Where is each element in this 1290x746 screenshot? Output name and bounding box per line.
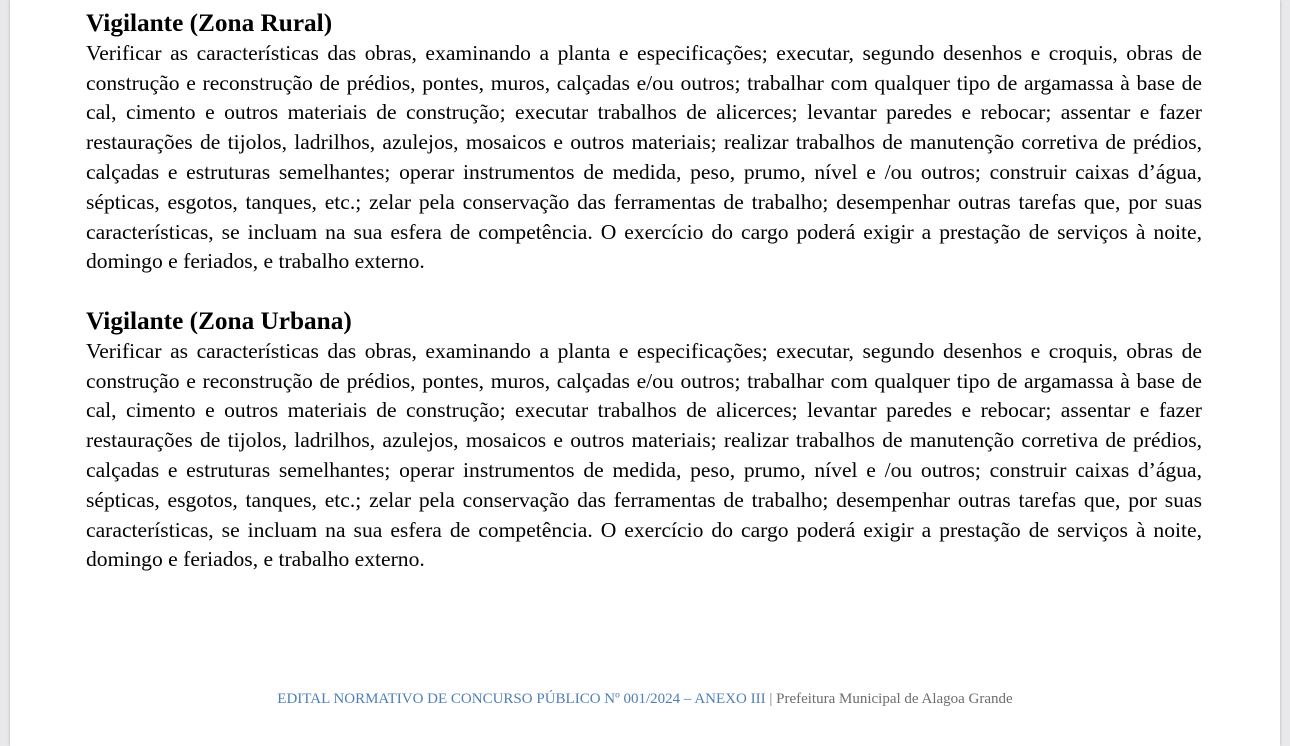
page-footer bbox=[0, 688, 1290, 710]
section-title-zona-urbana: Vigilante (Zona Urbana) bbox=[86, 306, 352, 335]
document-page bbox=[10, 0, 1280, 746]
footer-organization: Prefeitura Municipal de Alagoa Grande bbox=[776, 691, 1013, 707]
footer-separator: | bbox=[769, 691, 773, 707]
page-content bbox=[86, 9, 1202, 575]
section-title-zona-rural: Vigilante (Zona Rural) bbox=[86, 9, 333, 37]
section-body-zona-urbana: Verificar as características das obras, examinando a planta e especificações; executar, segundo desenhos e croquis, obras de construção e reconstrução de prédios, pontes, muros, calçadas e/ou outros; trabalhar com qualquer tipo de argamassa à base de cal, cimento e outros materiais de construção; executar trabalhos de alicerces; levantar paredes e rebocar; assentar e fazer restaurações de tijolos, ladrilhos, azulejos, mosaicos e outros materiais; realizar trabalhos de manutenção corretiva de prédios, calçadas e estruturas semelhantes; operar instrumentos de medida, peso, prumo, nível e /ou outros; construir caixas d’água, sépticas, esgotos, tanques, etc.; zelar pela conservação das ferramentas de trabalho; desempenhar outras tarefas que, por suas características, se incluam na sua esfera de competência. O exercício do cargo poderá exigir a prestação de serviços à noite, domingo e feriados, e trabalho externo. bbox=[86, 338, 1202, 572]
section-body-zona-rural: Verificar as características das obras, examinando a planta e especificações; executar, segundo desenhos e croquis, obras de construção e reconstrução de prédios, pontes, muros, calçadas e/ou outros; trabalhar com qualquer tipo de argamassa à base de cal, cimento e outros materiais de construção; executar trabalhos de alicerces; levantar paredes e rebocar; assentar e fazer restaurações de tijolos, ladrilhos, azulejos, mosaicos e outros materiais; realizar trabalhos de manutenção corretiva de prédios, calçadas e estruturas semelhantes; operar instrumentos de medida, peso, prumo, nível e /ou outros; construir caixas d’água, sépticas, esgotos, tanques, etc.; zelar pela conservação das ferramentas de trabalho; desempenhar outras tarefas que, por suas características, se incluam na sua esfera de competência. O exercício do cargo poderá exigir a prestação de serviços à noite, domingo e feriados, e trabalho externo. bbox=[86, 40, 1202, 274]
footer-edital-title: EDITAL NORMATIVO DE CONCURSO PÚBLICO Nº 001/2024 – ANEXO III bbox=[277, 691, 766, 707]
section-spacer bbox=[86, 277, 1202, 307]
